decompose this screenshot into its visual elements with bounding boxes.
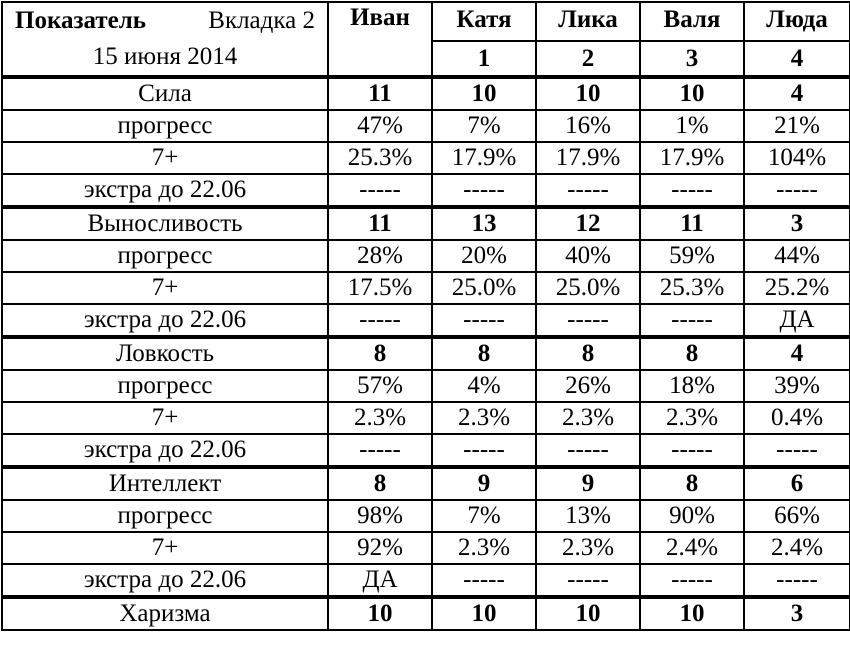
attribute-value: 11 — [328, 77, 432, 110]
progress-row — [2, 110, 850, 142]
attribute-value: 10 — [640, 77, 744, 110]
seven-plus-row-value: 25.0% — [432, 272, 536, 304]
attribute-value: 8 — [328, 467, 432, 500]
progress-row-value: 7% — [432, 110, 536, 142]
seven-plus-row — [2, 402, 850, 434]
player-number-lika: 2 — [536, 41, 640, 77]
progress-row-value: 16% — [536, 110, 640, 142]
attribute-value: 3 — [744, 207, 850, 240]
seven-plus-row — [2, 142, 850, 174]
seven-plus-row-value: 17.9% — [536, 142, 640, 174]
seven-plus-row-value: 104% — [744, 142, 850, 174]
progress-row-value: 18% — [640, 370, 744, 402]
attribute-value: 8 — [640, 467, 744, 500]
player-name-katya: Катя — [432, 2, 536, 41]
attribute-value: 13 — [432, 207, 536, 240]
attribute-row — [2, 207, 850, 240]
attribute-name: Интеллект — [2, 467, 328, 500]
progress-row-value: 26% — [536, 370, 640, 402]
extra-row-value: ----- — [536, 564, 640, 597]
extra-row-value: ДА — [328, 564, 432, 597]
seven-plus-row-value: 2.3% — [432, 402, 536, 434]
extra-row-value: ----- — [432, 174, 536, 207]
progress-row-value: 57% — [328, 370, 432, 402]
report-date: 15 июня 2014 — [92, 43, 238, 70]
attribute-name: Сила — [2, 77, 328, 110]
attribute-value: 6 — [744, 467, 850, 500]
extra-row-value: ----- — [640, 434, 744, 467]
progress-row-value: 4% — [432, 370, 536, 402]
extra-row-value: ----- — [744, 564, 850, 597]
progress-row-label: прогресс — [2, 500, 328, 532]
attribute-value: 11 — [640, 207, 744, 240]
seven-plus-row-value: 25.2% — [744, 272, 850, 304]
progress-row-value: 7% — [432, 500, 536, 532]
progress-row-value: 21% — [744, 110, 850, 142]
extra-row-value: ----- — [328, 304, 432, 337]
seven-plus-row-label: 7+ — [2, 402, 328, 434]
extra-row-value: ----- — [640, 304, 744, 337]
extra-row — [2, 564, 850, 597]
attribute-value: 8 — [328, 337, 432, 370]
progress-row-label: прогресс — [2, 240, 328, 272]
seven-plus-row-value: 25.3% — [328, 142, 432, 174]
player-name-ivan: Иван — [328, 2, 432, 77]
attribute-value: 9 — [536, 467, 640, 500]
extra-row-value: ----- — [432, 564, 536, 597]
seven-plus-row-value: 0.4% — [744, 402, 850, 434]
attribute-row — [2, 467, 850, 500]
extra-row-label: экстра до 22.06 — [2, 434, 328, 467]
progress-row-value: 39% — [744, 370, 850, 402]
seven-plus-row-value: 2.4% — [640, 532, 744, 564]
attribute-name: Харизма — [2, 597, 328, 630]
progress-row — [2, 500, 850, 532]
extra-row-value: ----- — [744, 174, 850, 207]
seven-plus-row-value: 2.3% — [536, 402, 640, 434]
seven-plus-row-value: 25.0% — [536, 272, 640, 304]
seven-plus-row-value: 2.4% — [744, 532, 850, 564]
attribute-row — [2, 77, 850, 110]
extra-row-value: ----- — [536, 174, 640, 207]
player-number-valya: 3 — [640, 41, 744, 77]
extra-row-label: экстра до 22.06 — [2, 174, 328, 207]
attribute-value: 8 — [640, 337, 744, 370]
seven-plus-row — [2, 272, 850, 304]
seven-plus-row-label: 7+ — [2, 272, 328, 304]
seven-plus-row-value: 25.3% — [640, 272, 744, 304]
attribute-value: 3 — [744, 597, 850, 630]
seven-plus-row-value: 2.3% — [432, 532, 536, 564]
player-number-katya: 1 — [432, 41, 536, 77]
seven-plus-row-value: 2.3% — [640, 402, 744, 434]
seven-plus-row-value: 17.5% — [328, 272, 432, 304]
progress-row-value: 44% — [744, 240, 850, 272]
extra-row-value: ----- — [640, 174, 744, 207]
attribute-row — [2, 337, 850, 370]
seven-plus-row-label: 7+ — [2, 142, 328, 174]
progress-row-value: 13% — [536, 500, 640, 532]
header-corner-cell — [2, 2, 328, 77]
progress-row-value: 66% — [744, 500, 850, 532]
extra-row-value: ----- — [432, 304, 536, 337]
extra-row-value: ----- — [536, 434, 640, 467]
progress-row-value: 20% — [432, 240, 536, 272]
extra-row-value: ДА — [744, 304, 850, 337]
player-name-valya: Валя — [640, 2, 744, 41]
attribute-value: 10 — [328, 597, 432, 630]
seven-plus-row-value: 17.9% — [432, 142, 536, 174]
seven-plus-row-value: 92% — [328, 532, 432, 564]
progress-row — [2, 240, 850, 272]
extra-row-label: экстра до 22.06 — [2, 564, 328, 597]
extra-row — [2, 434, 850, 467]
extra-row-value: ----- — [640, 564, 744, 597]
progress-row — [2, 370, 850, 402]
seven-plus-row-label: 7+ — [2, 532, 328, 564]
seven-plus-row-value: 2.3% — [536, 532, 640, 564]
seven-plus-row — [2, 532, 850, 564]
attribute-row — [2, 597, 850, 630]
extra-row — [2, 304, 850, 337]
attribute-value: 10 — [536, 597, 640, 630]
progress-row-value: 1% — [640, 110, 744, 142]
header-row-1 — [2, 2, 850, 41]
extra-row-label: экстра до 22.06 — [2, 304, 328, 337]
attribute-value: 4 — [744, 337, 850, 370]
player-name-lika: Лика — [536, 2, 640, 41]
attribute-value: 12 — [536, 207, 640, 240]
stats-table — [1, 1, 850, 631]
extra-row-value: ----- — [328, 174, 432, 207]
seven-plus-row-value: 2.3% — [328, 402, 432, 434]
table-title: Показатель — [15, 7, 146, 34]
player-number-lyuda: 4 — [744, 41, 850, 77]
extra-row-value: ----- — [328, 434, 432, 467]
progress-row-label: прогресс — [2, 370, 328, 402]
attribute-value: 9 — [432, 467, 536, 500]
attribute-name: Ловкость — [2, 337, 328, 370]
progress-row-value: 28% — [328, 240, 432, 272]
attribute-value: 11 — [328, 207, 432, 240]
progress-row-value: 90% — [640, 500, 744, 532]
progress-row-value: 59% — [640, 240, 744, 272]
progress-row-value: 47% — [328, 110, 432, 142]
progress-row-label: прогресс — [2, 110, 328, 142]
extra-row-value: ----- — [432, 434, 536, 467]
attribute-value: 4 — [744, 77, 850, 110]
attribute-value: 10 — [536, 77, 640, 110]
tab-label: Вкладка 2 — [208, 7, 315, 34]
extra-row-value: ----- — [744, 434, 850, 467]
progress-row-value: 98% — [328, 500, 432, 532]
attribute-value: 10 — [640, 597, 744, 630]
player-name-lyuda: Люда — [744, 2, 850, 41]
attribute-value: 10 — [432, 77, 536, 110]
seven-plus-row-value: 17.9% — [640, 142, 744, 174]
attribute-name: Выносливость — [2, 207, 328, 240]
progress-row-value: 40% — [536, 240, 640, 272]
attribute-value: 10 — [432, 597, 536, 630]
extra-row-value: ----- — [536, 304, 640, 337]
attribute-value: 8 — [432, 337, 536, 370]
extra-row — [2, 174, 850, 207]
attribute-value: 8 — [536, 337, 640, 370]
